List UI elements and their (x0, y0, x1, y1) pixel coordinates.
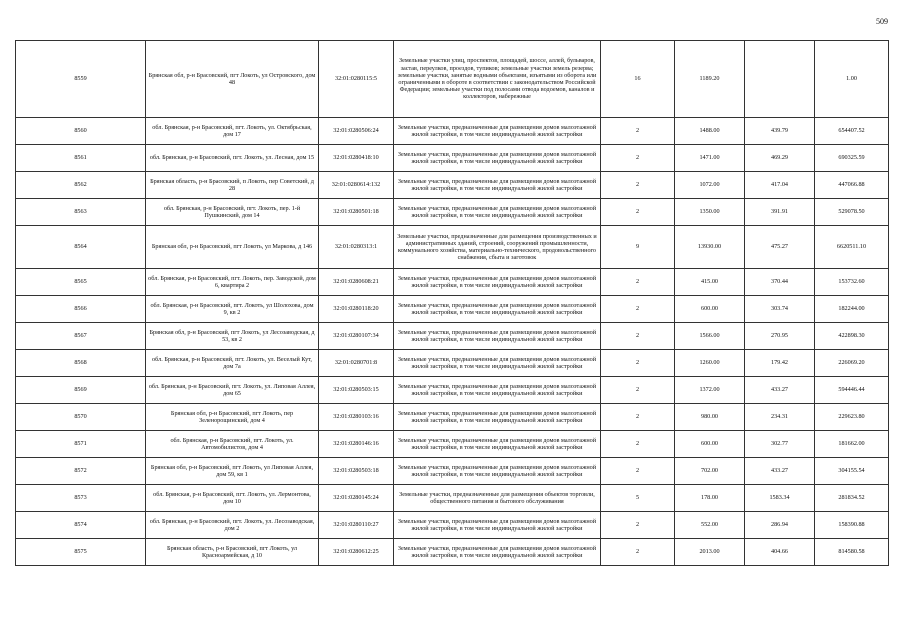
specific-value-cell (745, 41, 815, 118)
land-use-cell: Земельные участки, предназначенные для размещения домов малоэтажной жилой застройки, в том числе индивидуальной жилой застройки (394, 512, 601, 539)
specific-value-cell: 286.94 (745, 512, 815, 539)
specific-value-cell: 302.77 (745, 431, 815, 458)
category-code-cell: 9 (601, 226, 675, 269)
row-number: 8562 (16, 172, 146, 199)
table-row (16, 172, 889, 199)
row-number: 8571 (16, 431, 146, 458)
cadastral-value-cell: 447066.88 (815, 172, 889, 199)
land-use-cell: Земельные участки улиц, проспектов, площадей, шоссе, аллей, бульваров, застав, переулков, проездов, тупиков; земельные участки земель резерва; земельные участки, занятые водными объектами, изъятыми из оборота или ограниченными в обороте в соответствии с законодательством Российской Федерации; земельные участки под полосами отвода водоемов, каналов и коллекторов, набережные (394, 41, 601, 118)
row-number: 8572 (16, 458, 146, 485)
specific-value-cell: 433.27 (745, 377, 815, 404)
address-cell: обл. Брянская, р-н Брасовский, пгт. Локоть, ул. Веселый Кут, дом 7а (146, 350, 319, 377)
category-code-cell: 2 (601, 199, 675, 226)
table-row (16, 404, 889, 431)
cadastral-value-cell: 153732.60 (815, 269, 889, 296)
land-use-cell: Земельные участки, предназначенные для размещения производственных и административных зданий, строений, сооружений промышленности, коммунального хозяйства, материально-технического, продовольственного снабжения, сбыта и заготовок (394, 226, 601, 269)
row-number: 8573 (16, 485, 146, 512)
address-cell: Брянская обл, р-н Брасовский, пгт Локоть, ул Островского, дом 48 (146, 41, 319, 118)
area-cell: 415.00 (675, 269, 745, 296)
area-cell: 600.00 (675, 431, 745, 458)
table-row (16, 296, 889, 323)
cadastral-value-cell: 690325.59 (815, 145, 889, 172)
land-use-cell: Земельные участки, предназначенные для размещения домов малоэтажной жилой застройки, в том числе индивидуальной жилой застройки (394, 350, 601, 377)
category-code-cell: 5 (601, 485, 675, 512)
cadastral-value-cell: 6620511.10 (815, 226, 889, 269)
cadastral-value-cell: 182244.00 (815, 296, 889, 323)
category-code-cell: 2 (601, 377, 675, 404)
area-cell: 13930.00 (675, 226, 745, 269)
address-cell: обл. Брянская, р-н Брасовский, пгт. Локоть, ул. Автомобилистов, дом 4 (146, 431, 319, 458)
row-number: 8569 (16, 377, 146, 404)
cadastral-number-cell: 32:01:0280614:132 (319, 172, 394, 199)
row-number: 8568 (16, 350, 146, 377)
address-cell: Брянская обл, р-н Брасовский, пгт Локоть, пер Зеленорощинский, дом 4 (146, 404, 319, 431)
page-number: 509 (876, 17, 888, 26)
table-row (16, 431, 889, 458)
address-cell: обл. Брянская, р-н Брасовский, пгт. Локоть, ул. Лесозаводская, дом 2 (146, 512, 319, 539)
land-use-cell: Земельные участки, предназначенные для размещения домов малоэтажной жилой застройки, в том числе индивидуальной жилой застройки (394, 431, 601, 458)
cadastral-number-cell: 32:01:0280145:24 (319, 485, 394, 512)
land-use-cell: Земельные участки, предназначенные для размещения домов малоэтажной жилой застройки, в том числе индивидуальной жилой застройки (394, 118, 601, 145)
cadastral-value-cell: 304155.54 (815, 458, 889, 485)
cadastral-number-cell: 32:01:0280612:25 (319, 539, 394, 566)
cadastral-number-cell: 32:01:0280608:21 (319, 269, 394, 296)
area-cell: 702.00 (675, 458, 745, 485)
land-use-cell: Земельные участки, предназначенные для размещения домов малоэтажной жилой застройки, в том числе индивидуальной жилой застройки (394, 145, 601, 172)
category-code-cell: 2 (601, 350, 675, 377)
specific-value-cell: 179.42 (745, 350, 815, 377)
category-code-cell: 2 (601, 512, 675, 539)
category-code-cell: 16 (601, 41, 675, 118)
specific-value-cell: 234.31 (745, 404, 815, 431)
address-cell: Брянская обл, р-н Брасовский, пгт Локоть, ул Маркова, д 146 (146, 226, 319, 269)
area-cell: 600.00 (675, 296, 745, 323)
table-row (16, 118, 889, 145)
row-number: 8561 (16, 145, 146, 172)
row-number: 8563 (16, 199, 146, 226)
category-code-cell: 2 (601, 269, 675, 296)
table-row (16, 199, 889, 226)
table-row (16, 269, 889, 296)
area-cell: 1471.00 (675, 145, 745, 172)
cadastral-number-cell: 32:01:0280701:8 (319, 350, 394, 377)
specific-value-cell: 475.27 (745, 226, 815, 269)
cadastral-value-cell: 158390.88 (815, 512, 889, 539)
specific-value-cell: 370.44 (745, 269, 815, 296)
address-cell: Брянская область, р-н Брасовский, п Локоть, пер Советский, д 28 (146, 172, 319, 199)
row-number: 8566 (16, 296, 146, 323)
cadastral-value-cell: 814580.58 (815, 539, 889, 566)
address-cell: Брянская обл, р-н Брасовский, пгт Локоть, ул Лесозаводская, д 53, кв 2 (146, 323, 319, 350)
area-cell: 2013.00 (675, 539, 745, 566)
area-cell: 1350.00 (675, 199, 745, 226)
land-use-cell: Земельные участки, предназначенные для размещения домов малоэтажной жилой застройки, в том числе индивидуальной жилой застройки (394, 199, 601, 226)
address-cell: обл. Брянская, р-н Брасовский, пгт. Локоть, ул. Лермонтова, дом 10 (146, 485, 319, 512)
category-code-cell: 2 (601, 458, 675, 485)
land-use-cell: Земельные участки, предназначенные для размещения домов малоэтажной жилой застройки, в том числе индивидуальной жилой застройки (394, 539, 601, 566)
cadastral-number-cell: 32:01:0280506:24 (319, 118, 394, 145)
table-row (16, 350, 889, 377)
land-use-cell: Земельные участки, предназначенные для размещения домов малоэтажной жилой застройки, в том числе индивидуальной жилой застройки (394, 377, 601, 404)
row-number: 8564 (16, 226, 146, 269)
specific-value-cell: 303.74 (745, 296, 815, 323)
cadastral-number-cell: 32:01:0280110:27 (319, 512, 394, 539)
table-row (16, 323, 889, 350)
specific-value-cell: 404.66 (745, 539, 815, 566)
table-body (16, 41, 889, 566)
row-number: 8574 (16, 512, 146, 539)
specific-value-cell: 439.79 (745, 118, 815, 145)
row-number: 8565 (16, 269, 146, 296)
land-use-cell: Земельные участки, предназначенные для размещения домов малоэтажной жилой застройки, в том числе индивидуальной жилой застройки (394, 172, 601, 199)
area-cell: 1072.00 (675, 172, 745, 199)
area-cell: 1566.00 (675, 323, 745, 350)
address-cell: Брянская область, р-н Брасовский, пгт Локоть, ул Красноармейская, д 10 (146, 539, 319, 566)
cadastral-number-cell: 32:01:0280115:5 (319, 41, 394, 118)
land-use-cell: Земельные участки, предназначенные для размещения домов малоэтажной жилой застройки, в том числе индивидуальной жилой застройки (394, 404, 601, 431)
address-cell: обл. Брянская, р-н Брасовский, пгт. Локоть, ул. Липовая Аллея, дом 65 (146, 377, 319, 404)
category-code-cell: 2 (601, 118, 675, 145)
cadastral-number-cell: 32:01:0280418:10 (319, 145, 394, 172)
category-code-cell: 2 (601, 172, 675, 199)
row-number: 8559 (16, 41, 146, 118)
category-code-cell: 2 (601, 296, 675, 323)
cadastral-value-cell: 594446.44 (815, 377, 889, 404)
category-code-cell: 2 (601, 145, 675, 172)
land-use-cell: Земельные участки, предназначенные для размещения домов малоэтажной жилой застройки, в том числе индивидуальной жилой застройки (394, 296, 601, 323)
land-use-cell: Земельные участки, предназначенные для размещения домов малоэтажной жилой застройки, в том числе индивидуальной жилой застройки (394, 269, 601, 296)
cadastral-value-cell: 181662.00 (815, 431, 889, 458)
address-cell: обл. Брянская, р-н Брасовский, пгт. Локоть, пер. 1-й Пушкинский, дом 14 (146, 199, 319, 226)
table-row (16, 226, 889, 269)
table-row (16, 485, 889, 512)
cadastral-number-cell: 32:01:0280503:18 (319, 458, 394, 485)
specific-value-cell: 469.29 (745, 145, 815, 172)
land-use-cell: Земельные участки, предназначенные для размещения объектов торговли, общественного питания и бытового обслуживания (394, 485, 601, 512)
cadastral-number-cell: 32:01:0280503:15 (319, 377, 394, 404)
specific-value-cell: 391.91 (745, 199, 815, 226)
row-number: 8567 (16, 323, 146, 350)
area-cell: 178.00 (675, 485, 745, 512)
table-row (16, 41, 889, 118)
cadastral-value-cell: 226069.20 (815, 350, 889, 377)
address-cell: обл. Брянская, р-н Брасовский, пгт. Локоть, пер. Заводской, дом 6, квартира 2 (146, 269, 319, 296)
row-number: 8575 (16, 539, 146, 566)
cadastral-value-cell: 229623.80 (815, 404, 889, 431)
address-cell: обл. Брянская, р-н Брасовский, пгт. Локоть, ул. Октябрьская, дом 17 (146, 118, 319, 145)
cadastral-value-cell: 529078.50 (815, 199, 889, 226)
row-number: 8570 (16, 404, 146, 431)
cadastral-value-cell: 422898.30 (815, 323, 889, 350)
area-cell: 1260.00 (675, 350, 745, 377)
specific-value-cell: 433.27 (745, 458, 815, 485)
table-row (16, 458, 889, 485)
area-cell: 1488.00 (675, 118, 745, 145)
cadastral-number-cell: 32:01:0280107:34 (319, 323, 394, 350)
land-registry-table (15, 40, 889, 566)
category-code-cell: 2 (601, 539, 675, 566)
table-row (16, 512, 889, 539)
cadastral-value-cell: 1.00 (815, 41, 889, 118)
area-cell: 1372.00 (675, 377, 745, 404)
cadastral-number-cell: 32:01:0280313:1 (319, 226, 394, 269)
land-use-cell: Земельные участки, предназначенные для размещения домов малоэтажной жилой застройки, в том числе индивидуальной жилой застройки (394, 458, 601, 485)
cadastral-value-cell: 281834.52 (815, 485, 889, 512)
cadastral-number-cell: 32:01:0280501:18 (319, 199, 394, 226)
cadastral-number-cell: 32:01:0280103:16 (319, 404, 394, 431)
row-number: 8560 (16, 118, 146, 145)
specific-value-cell: 1583.34 (745, 485, 815, 512)
specific-value-cell: 417.04 (745, 172, 815, 199)
cadastral-number-cell: 32:01:0280118:20 (319, 296, 394, 323)
category-code-cell: 2 (601, 431, 675, 458)
table-row (16, 539, 889, 566)
address-cell: Брянская обл, р-н Брасовский, пгт Локоть, ул Липовая Аллея, дом 59, кв 1 (146, 458, 319, 485)
address-cell: обл. Брянская, р-н Брасовский, пгт. Локоть, ул Шолохова, дом 9, кв 2 (146, 296, 319, 323)
category-code-cell: 2 (601, 404, 675, 431)
cadastral-number-cell: 32:01:0280146:16 (319, 431, 394, 458)
land-use-cell: Земельные участки, предназначенные для размещения домов малоэтажной жилой застройки, в том числе индивидуальной жилой застройки (394, 323, 601, 350)
specific-value-cell: 270.95 (745, 323, 815, 350)
category-code-cell: 2 (601, 323, 675, 350)
area-cell: 552.00 (675, 512, 745, 539)
cadastral-value-cell: 654407.52 (815, 118, 889, 145)
area-cell: 980.00 (675, 404, 745, 431)
table-row (16, 145, 889, 172)
table-row (16, 377, 889, 404)
area-cell: 1189.20 (675, 41, 745, 118)
address-cell: обл. Брянская, р-н Брасовский, пгт. Локоть, ул. Лесная, дом 15 (146, 145, 319, 172)
